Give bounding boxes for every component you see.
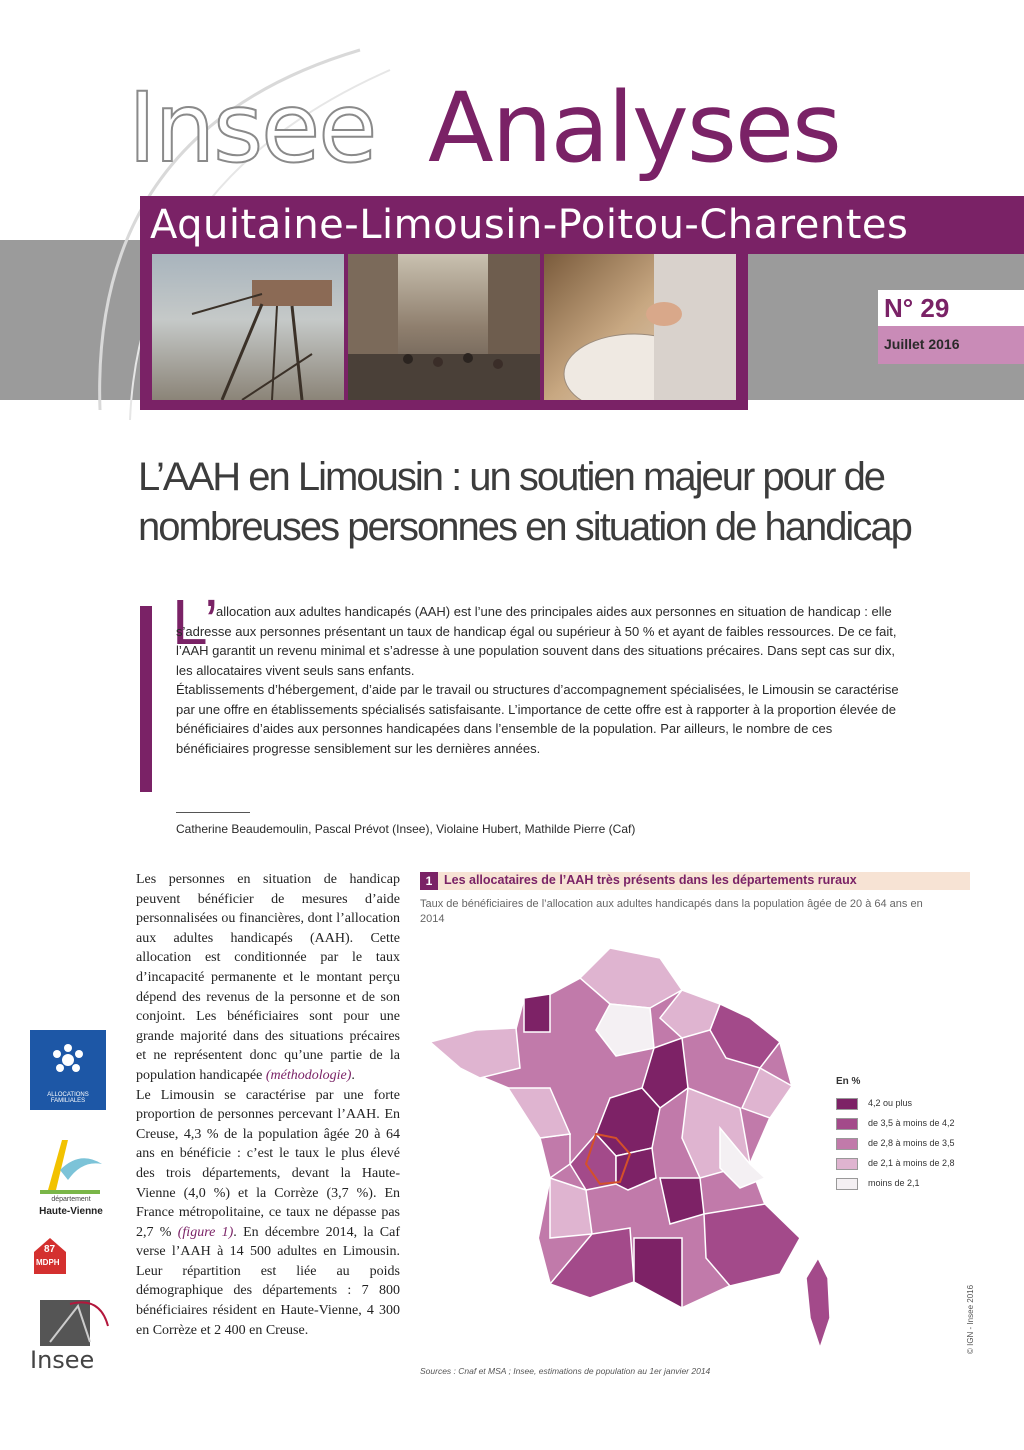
figure-sources: Sources : Cnaf et MSA ; Insee, estimations de population au 1er janvier 2014 xyxy=(420,1366,711,1376)
legend-label: de 2,8 à moins de 3,5 xyxy=(868,1138,955,1148)
map-copyright: © IGN - Insee 2016 xyxy=(966,1284,975,1354)
legend-swatch xyxy=(836,1178,858,1190)
intro-dropcap: L’ xyxy=(172,586,219,658)
body-paragraph-2: Le Limousin se caractérise par une forte proportion de personnes percevant l’AAH. En Creuse, 4,3 % de la population âgée 20 à 64 ans en bénéficie : c’est le taux le plus élevé des trois départements, devant la Haute-Vienne (4,0 %) et la Corrèze (3,7 %). En France métropolitaine, ce taux ne dépasse pas 2,7 % (figure 1). En décembre 2014, la Caf verse l’AAH à 14 500 adultes en Limousin. Leur répartition est liée au poids démographique des départements : 7 800 bénéficiaires résident en Haute-Vienne, 4 300 en Corrèze et 2 400 en Creuse. xyxy=(136,1087,401,1338)
figure-number: 1 xyxy=(420,872,438,890)
brand-insee: Insee xyxy=(128,72,376,184)
region-title: Aquitaine-Limousin-Poitou-Charentes xyxy=(150,202,909,248)
intro-text xyxy=(176,602,900,758)
insee-logo: Insee xyxy=(30,1296,110,1374)
brand-analyses: Analyses xyxy=(428,72,840,184)
figure-1-link[interactable]: (figure 1) xyxy=(177,1224,234,1240)
map-corsica xyxy=(806,1258,830,1348)
france-departments-map xyxy=(420,938,840,1358)
issue-date: Juillet 2016 xyxy=(884,336,960,352)
photo-strip xyxy=(140,254,748,410)
figure-subtitle: Taux de bénéficiaires de l’allocation aux adultes handicapés dans la population âgée de 20 à 64 ans en 2014 xyxy=(420,898,923,925)
legend-label: 4,2 ou plus xyxy=(868,1098,913,1108)
figure-title: Les allocataires de l’AAH très présents dans les départements ruraux xyxy=(444,873,857,887)
authors-rule xyxy=(176,812,250,813)
issue-number: N° 29 xyxy=(884,293,950,323)
legend-label: moins de 2,1 xyxy=(868,1178,920,1188)
caf-logo xyxy=(30,1030,106,1110)
legend-title: En % xyxy=(836,1076,861,1087)
porcelain-painting-photo xyxy=(544,254,736,400)
legend-swatch xyxy=(836,1138,858,1150)
body-column xyxy=(136,870,400,1340)
intro-paragraph-2: Établissements d’hébergement, d’aide par le travail ou structures d’accompagnement spécialisées, le Limousin se caractérise par une offre en établissements spécialisés satisfaisante. L’importance de cette offre est à rapporter à la proportion élevée de bénéficiaires d’aides aux personnes handicapées dans l’ensemble de la population. Par ailleurs, le nombre de ces bénéficiaires progresse sensiblement sur les dernières années. xyxy=(176,682,899,756)
mdph-logo: 87 MDPH xyxy=(30,1232,96,1276)
methodology-link[interactable]: (méthodologie) xyxy=(265,1067,352,1083)
caf-logo-text: ALLOCATIONS FAMILIALES xyxy=(47,1092,89,1104)
legend-swatch xyxy=(836,1118,858,1130)
legend-swatch xyxy=(836,1098,858,1110)
street-crowd-photo xyxy=(348,254,540,400)
carrelet-photo xyxy=(152,254,344,400)
body-paragraph-1: Les personnes en situation de handicap peuvent bénéficier de mesures d’aide personnalisées ou financières, dont l’allocation aux adultes handicapés (AAH). Cette allocation est conditionnée par le taux d’incapacité permanente et le montant perçu dépend des revenus de la personne et de son conjoint. Les bénéficiaires sont pour une grande majorité dans des situations précaires et ne représentent donc qu’une partie de la population handicapée (méthodologie). xyxy=(136,872,400,1083)
authors: Catherine Beaudemoulin, Pascal Prévot (Insee), Violaine Hubert, Mathilde Pierre (Caf) xyxy=(176,822,636,836)
page-title: L’AAH en Limousin : un soutien majeur pour de nombreuses personnes en situation de handicap xyxy=(138,455,911,549)
intro-paragraph-1: allocation aux adultes handicapés (AAH) est l’une des principales aides aux personnes en situation de handicap : elle s’adresse aux personnes présentant un taux de handicap égal ou supérieur à 50 % et ayant de faibles ressources. De ce fait, l’AAH garantit un revenu minimal et s’adresse à une population souvent dans des situations précaires. Dans sept cas sur dix, les allocataires vivent seuls sans enfants. xyxy=(176,604,897,678)
haute-vienne-logo: département Haute-Vienne xyxy=(30,1130,112,1220)
legend-label: de 3,5 à moins de 4,2 xyxy=(868,1118,955,1128)
intro-accent-bar xyxy=(140,606,152,792)
legend-label: de 2,1 à moins de 2,8 xyxy=(868,1158,955,1168)
caf-people-icon xyxy=(48,1040,88,1080)
legend-swatch xyxy=(836,1158,858,1170)
